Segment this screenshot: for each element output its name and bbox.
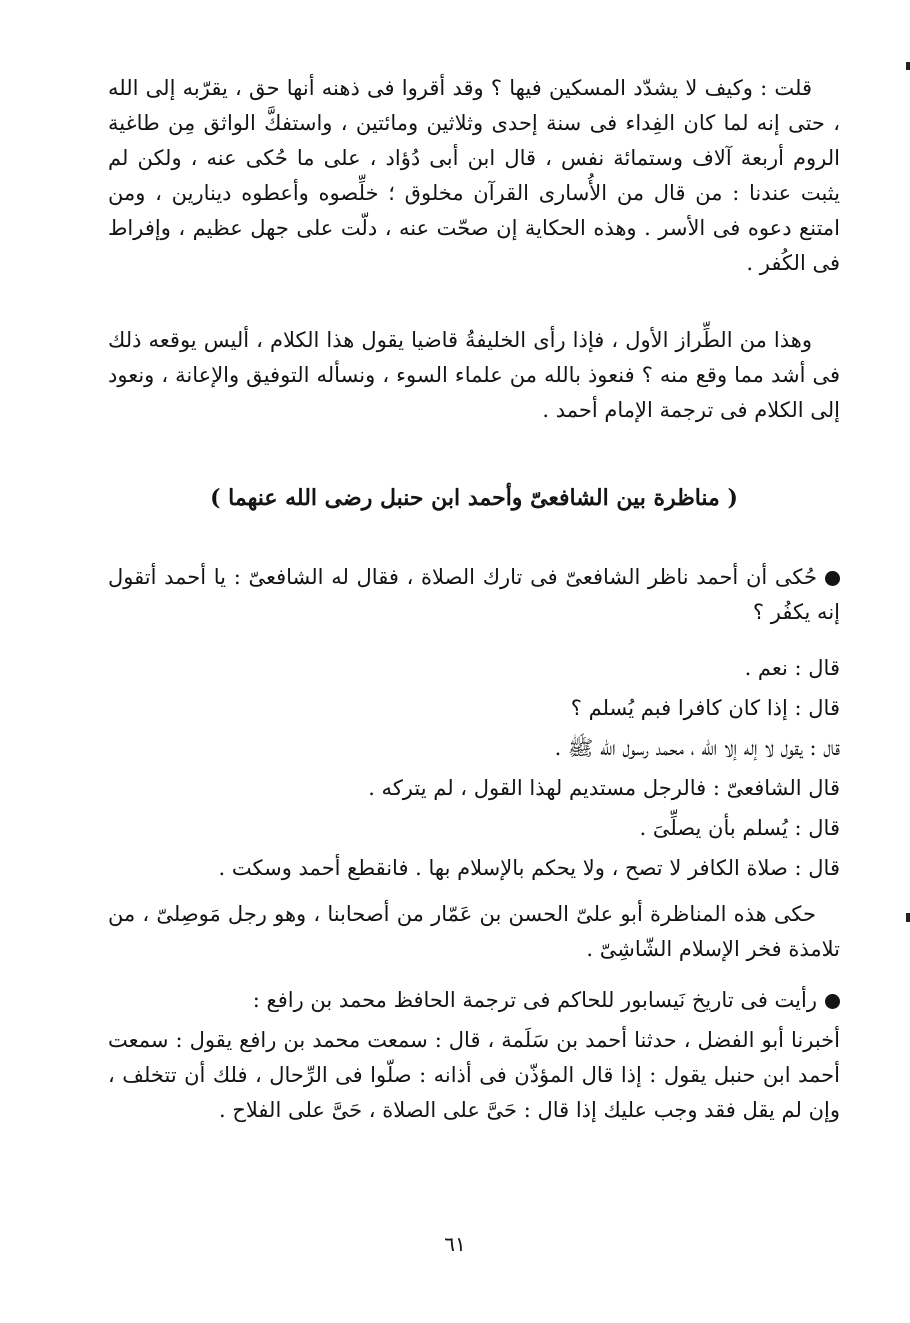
dialog-lines [108, 648, 840, 888]
margin-mark [906, 913, 910, 922]
dialog-line: قال : صلاة الكافر لا تصح ، ولا يحكم بالإسلام بها . فانقطع أحمد وسكت . [218, 856, 840, 880]
dialog-intro [108, 560, 840, 630]
dialog-intro-text: حُكى أن أحمد ناظر الشافعىّ فى تارك الصلاة ، فقال له الشافعىّ : يا أحمد أتقول إنه يكفُر ؟ [108, 565, 840, 624]
dialog-line: قال : إذا كان كافرا فبم يُسلم ؟ [570, 696, 840, 720]
dialog-line: قال : يُسلم بأن يصلِّىَ . [639, 816, 840, 840]
paragraph-wahadha: وهذا من الطِّراز الأول ، فإذا رأى الخليفةُ قاضيا يقول هذا الكلام ، أليس يوقعه ذلك فى أشد مما وقع منه ؟ فنعوذ بالله من علماء السوء ، ونسأله التوفيق والإعانة ، ونعود إلى الكلام فى ترجمة الإمام أحمد . [108, 328, 840, 422]
margin-mark [906, 62, 910, 70]
raayt-line [108, 983, 840, 1018]
raayt-text: رأيت فى تاريخ نَيسابور للحاكم فى ترجمة الحافظ محمد بن رافع : [252, 988, 817, 1012]
dialog-line: قال : نعم . [744, 656, 840, 680]
section-heading: ( مناظرة بين الشافعىّ وأحمد ابن حنبل رضى الله عنهما ) [210, 485, 738, 511]
bullet-icon [825, 994, 840, 1009]
page-number: ٦١ [444, 1232, 466, 1256]
paragraph-qultu: قلت : وكيف لا يشدّد المسكين فيها ؟ وقد أقروا فى ذهنه أنها حق ، يقرّبه إلى الله ، حتى إنه لما كان الفِداء فى سنة إحدى وثلاثين ومائتين ، واستفكَّ الواثق مِن طاغية الروم أربعة آلاف وستمائة نفس ، قال ابن أبى دُؤاد ، على ما حُكى عنه ، ولكن لم يثبت عندنا : من قال من الأُسارى القرآن مخلوق ؛ خلِّصوه وأعطوه دينارين ، ومن امتنع دعوه فى الأسر . وهذه الحكاية إن صحّت عنه ، دلّت على جهل عظيم ، وإفراط فى الكُفر . [108, 76, 840, 275]
bullet-icon [825, 571, 840, 586]
hadith-paragraph: أخبرنا أبو الفضل ، حدثنا أحمد بن سَلَمة ، قال : سمعت محمد بن رافع يقول : سمعت أحمد ابن حنبل يقول : إذا قال المؤذّن فى أذانه : صلّوا فى الرِّحال ، فلك أن تتخلف ، وإن لم يقل فقد وجب عليك إذا قال : حَىَّ على الصلاة ، حَىَّ على الفلاح . [108, 1028, 840, 1122]
narration-paragraph: حكى هذه المناظرة أبو علىّ الحسن بن عَمّار من أصحابنا ، وهو رجل مَوصِلىّ ، من تلامذة فخر الإسلام الشّاشِىّ . [108, 902, 840, 961]
dialog-line: قال الشافعىّ : فالرجل مستديم لهذا القول ، لم يتركه . [368, 776, 840, 800]
dialog-line: قال : يقول لا إله إلا الله ، محمد رسول الله ﷺ . [554, 736, 840, 760]
